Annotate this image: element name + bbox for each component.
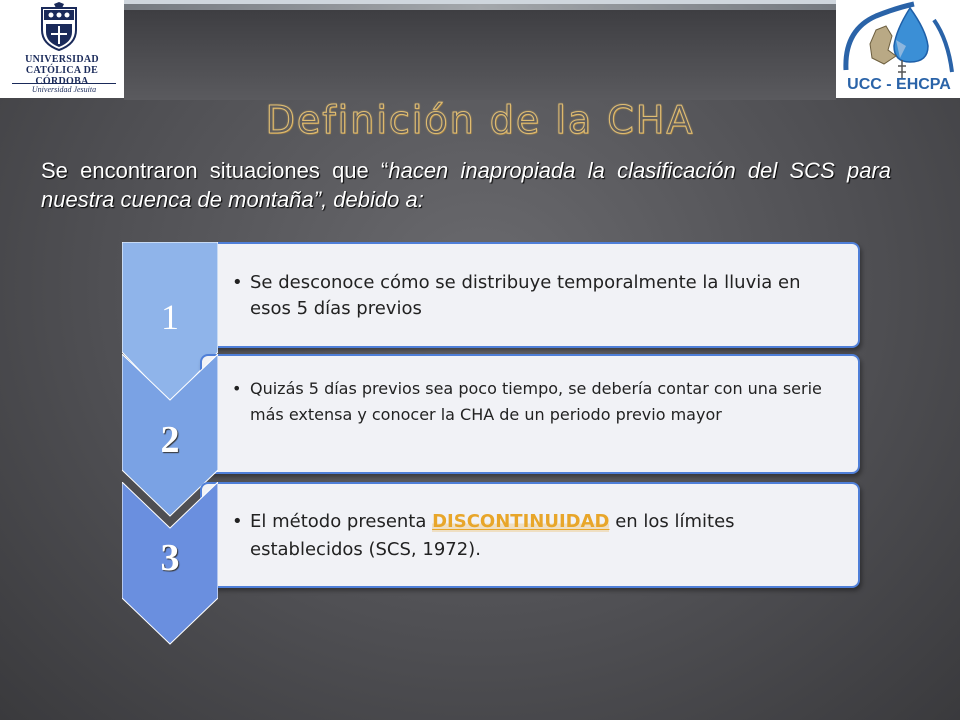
bullet-icon: • [232, 272, 243, 293]
bullet-icon: • [232, 511, 243, 532]
header [0, 0, 960, 98]
item-text-2: • Quizás 5 días previos sea poco tiempo, se debería contar con una serie más extensa y conocer la CHA de un periodo previo mayor [250, 376, 840, 428]
university-tagline: Universidad Jesuita [12, 83, 116, 95]
university-name-line1: UNIVERSIDAD [25, 54, 99, 65]
university-seal-icon [38, 2, 80, 52]
highlight-discontinuidad: DISCONTINUIDAD [432, 511, 610, 532]
university-logo [0, 0, 122, 96]
step-number-3: 3 [160, 537, 180, 579]
partner-logo-text: UCC - EHCPA [847, 76, 951, 93]
item-text-1: • Se desconoce cómo se distribuye temporalmente la lluvia en esos 5 días previos [232, 272, 801, 319]
step-number-1: 1 [161, 297, 179, 337]
water-drop-map-icon [836, 0, 960, 80]
item-text-3: • El método presenta DISCONTINUIDAD en los límites establecidos (SCS, 1972). [250, 508, 840, 564]
item-box-2 [200, 354, 860, 474]
intro-italic: hacen inapropiada la clasificación del SCS para nuestra cuenca de montaña”, debido a: [41, 158, 891, 212]
intro-paragraph [41, 156, 891, 214]
university-name-line2: CATÓLICA DE CÓRDOBA [25, 65, 99, 87]
intro-prefix: Se encontraron situaciones que “ [41, 158, 389, 183]
item-box-3 [200, 482, 860, 588]
slide-title: Definición de la CHA [265, 98, 695, 142]
bullet-icon: • [232, 379, 242, 398]
item-box-1 [200, 242, 860, 348]
header-band [124, 0, 836, 100]
partner-logo [836, 0, 960, 96]
chevron-3 [122, 482, 218, 647]
step-number-2: 2 [160, 419, 180, 461]
